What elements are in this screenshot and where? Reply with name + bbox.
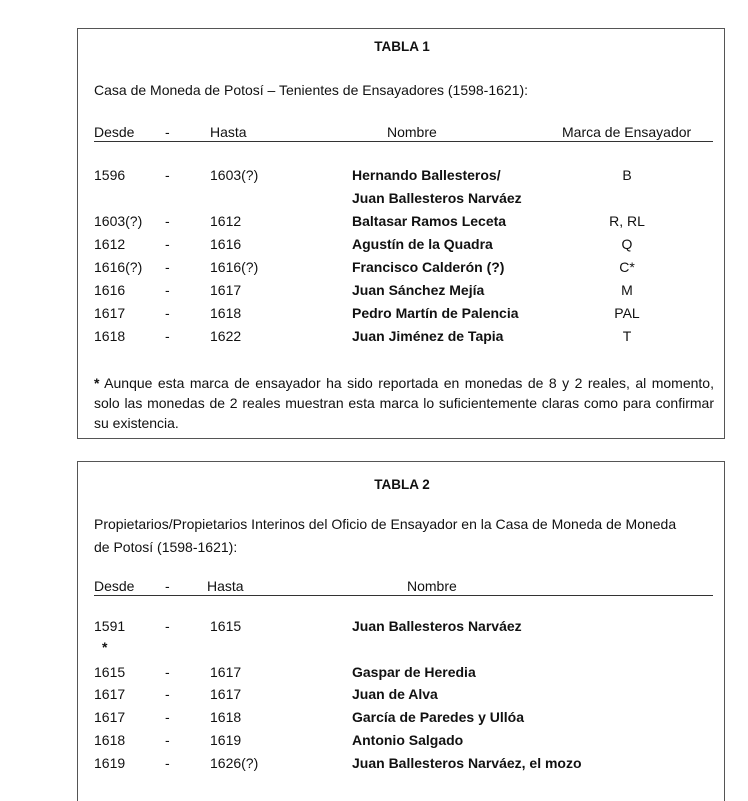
header-marca: Marca de Ensayador <box>562 124 692 140</box>
cell-nombre: Antonio Salgado <box>352 732 464 748</box>
cell-hasta: 1618 <box>210 305 242 321</box>
header-nombre: Nombre <box>407 578 457 594</box>
header-hasta: Hasta <box>210 124 247 140</box>
cell-dash: - <box>165 167 170 183</box>
cell-desde: 1616 <box>94 282 126 298</box>
cell-nombre: Juan Sánchez Mejía <box>352 282 485 298</box>
cell-nombre: Francisco Calderón (?) <box>352 259 505 275</box>
cell-desde: 1617 <box>94 686 126 702</box>
cell-marca: R, RL <box>609 213 645 229</box>
header-underline <box>94 595 713 596</box>
table-2-panel <box>77 461 725 801</box>
table-row <box>78 305 726 327</box>
cell-dash: - <box>165 755 170 771</box>
cell-desde: 1618 <box>94 328 126 344</box>
cell-desde: 1596 <box>94 167 126 183</box>
cell-hasta: 1603(?) <box>210 167 259 183</box>
footnote-text: Aunque esta marca de ensayador ha sido reportada en monedas de 8 y 2 reales, al momento, solo las monedas de 2 reales muestran esta marca lo suficientemente claras como para confirmar su existencia. <box>94 375 714 431</box>
table-2-intro-line-1: Propietarios/Propietarios Interinos del Oficio de Ensayador en la Casa de Moneda de Moneda <box>94 516 677 532</box>
header-desde: Desde <box>94 124 135 140</box>
cell-nombre: García de Paredes y Ullóa <box>352 709 524 725</box>
cell-hasta: 1616(?) <box>210 259 259 275</box>
cell-desde: 1618 <box>94 732 126 748</box>
table-1-title: TABLA 1 <box>374 39 430 54</box>
cell-hasta: 1618 <box>210 709 242 725</box>
table-2-title: TABLA 2 <box>374 477 430 492</box>
table-1-intro: Casa de Moneda de Potosí – Tenientes de Ensayadores (1598-1621): <box>94 82 529 98</box>
cell-nombre: Agustín de la Quadra <box>352 236 493 252</box>
first-row-star: * <box>102 639 108 655</box>
cell-marca: Q <box>621 236 633 252</box>
cell-marca: M <box>621 282 633 298</box>
table-row <box>78 213 726 235</box>
table-row <box>78 709 726 731</box>
table-row <box>78 236 726 258</box>
table-row <box>78 259 726 281</box>
cell-nombre: Pedro Martín de Palencia <box>352 305 519 321</box>
table-row <box>78 328 726 350</box>
cell-hasta: 1612 <box>210 213 242 229</box>
cell-dash: - <box>165 213 170 229</box>
cell-nombre: Hernando Ballesteros/ <box>352 167 501 183</box>
cell-hasta: 1622 <box>210 328 242 344</box>
cell-hasta: 1617 <box>210 282 242 298</box>
table-row <box>78 664 726 686</box>
cell-dash: - <box>165 282 170 298</box>
header-dash: - <box>165 578 170 594</box>
cell-desde: 1603(?) <box>94 213 143 229</box>
table-row <box>78 167 726 189</box>
cell-desde: 1619 <box>94 755 126 771</box>
cell-marca: B <box>622 167 632 183</box>
table-2-intro-line-2: de Potosí (1598-1621): <box>94 539 238 555</box>
cell-hasta: 1617 <box>210 686 242 702</box>
header-dash: - <box>165 124 170 140</box>
cell-hasta: 1616 <box>210 236 242 252</box>
cell-dash: - <box>165 328 170 344</box>
cell-marca: T <box>622 328 632 344</box>
footnote-star: * <box>94 375 100 391</box>
cell-desde: 1615 <box>94 664 126 680</box>
table-row <box>78 618 726 640</box>
cell-marca: C* <box>619 259 635 275</box>
cell-hasta: 1617 <box>210 664 242 680</box>
cell-dash: - <box>165 236 170 252</box>
cell-marca: PAL <box>614 305 640 321</box>
table-row <box>78 755 726 777</box>
table-1-panel <box>77 28 725 439</box>
table-row <box>78 732 726 754</box>
table-1-footnote <box>94 373 714 433</box>
cell-nombre: Juan Jiménez de Tapia <box>352 328 504 344</box>
header-nombre: Nombre <box>387 124 437 140</box>
cell-nombre: Baltasar Ramos Leceta <box>352 213 507 229</box>
cell-dash: - <box>165 709 170 725</box>
table-row <box>78 190 726 212</box>
cell-dash: - <box>165 305 170 321</box>
cell-dash: - <box>165 259 170 275</box>
header-underline <box>94 141 713 142</box>
cell-dash: - <box>165 618 170 634</box>
cell-nombre: Juan Ballesteros Narváez, el mozo <box>352 755 582 771</box>
cell-nombre: Juan Ballesteros Narváez <box>352 190 522 206</box>
cell-dash: - <box>165 664 170 680</box>
cell-nombre: Juan Ballesteros Narváez <box>352 618 522 634</box>
cell-desde: 1616(?) <box>94 259 143 275</box>
cell-nombre: Gaspar de Heredia <box>352 664 476 680</box>
table-row <box>78 282 726 304</box>
table-row <box>78 686 726 708</box>
cell-dash: - <box>165 732 170 748</box>
cell-desde: 1617 <box>94 709 126 725</box>
cell-hasta: 1626(?) <box>210 755 259 771</box>
cell-dash: - <box>165 686 170 702</box>
header-hasta: Hasta <box>207 578 244 594</box>
cell-desde: 1612 <box>94 236 126 252</box>
cell-hasta: 1619 <box>210 732 242 748</box>
cell-desde: 1617 <box>94 305 126 321</box>
header-desde: Desde <box>94 578 135 594</box>
cell-desde: 1591 <box>94 618 126 634</box>
cell-nombre: Juan de Alva <box>352 686 438 702</box>
cell-hasta: 1615 <box>210 618 242 634</box>
